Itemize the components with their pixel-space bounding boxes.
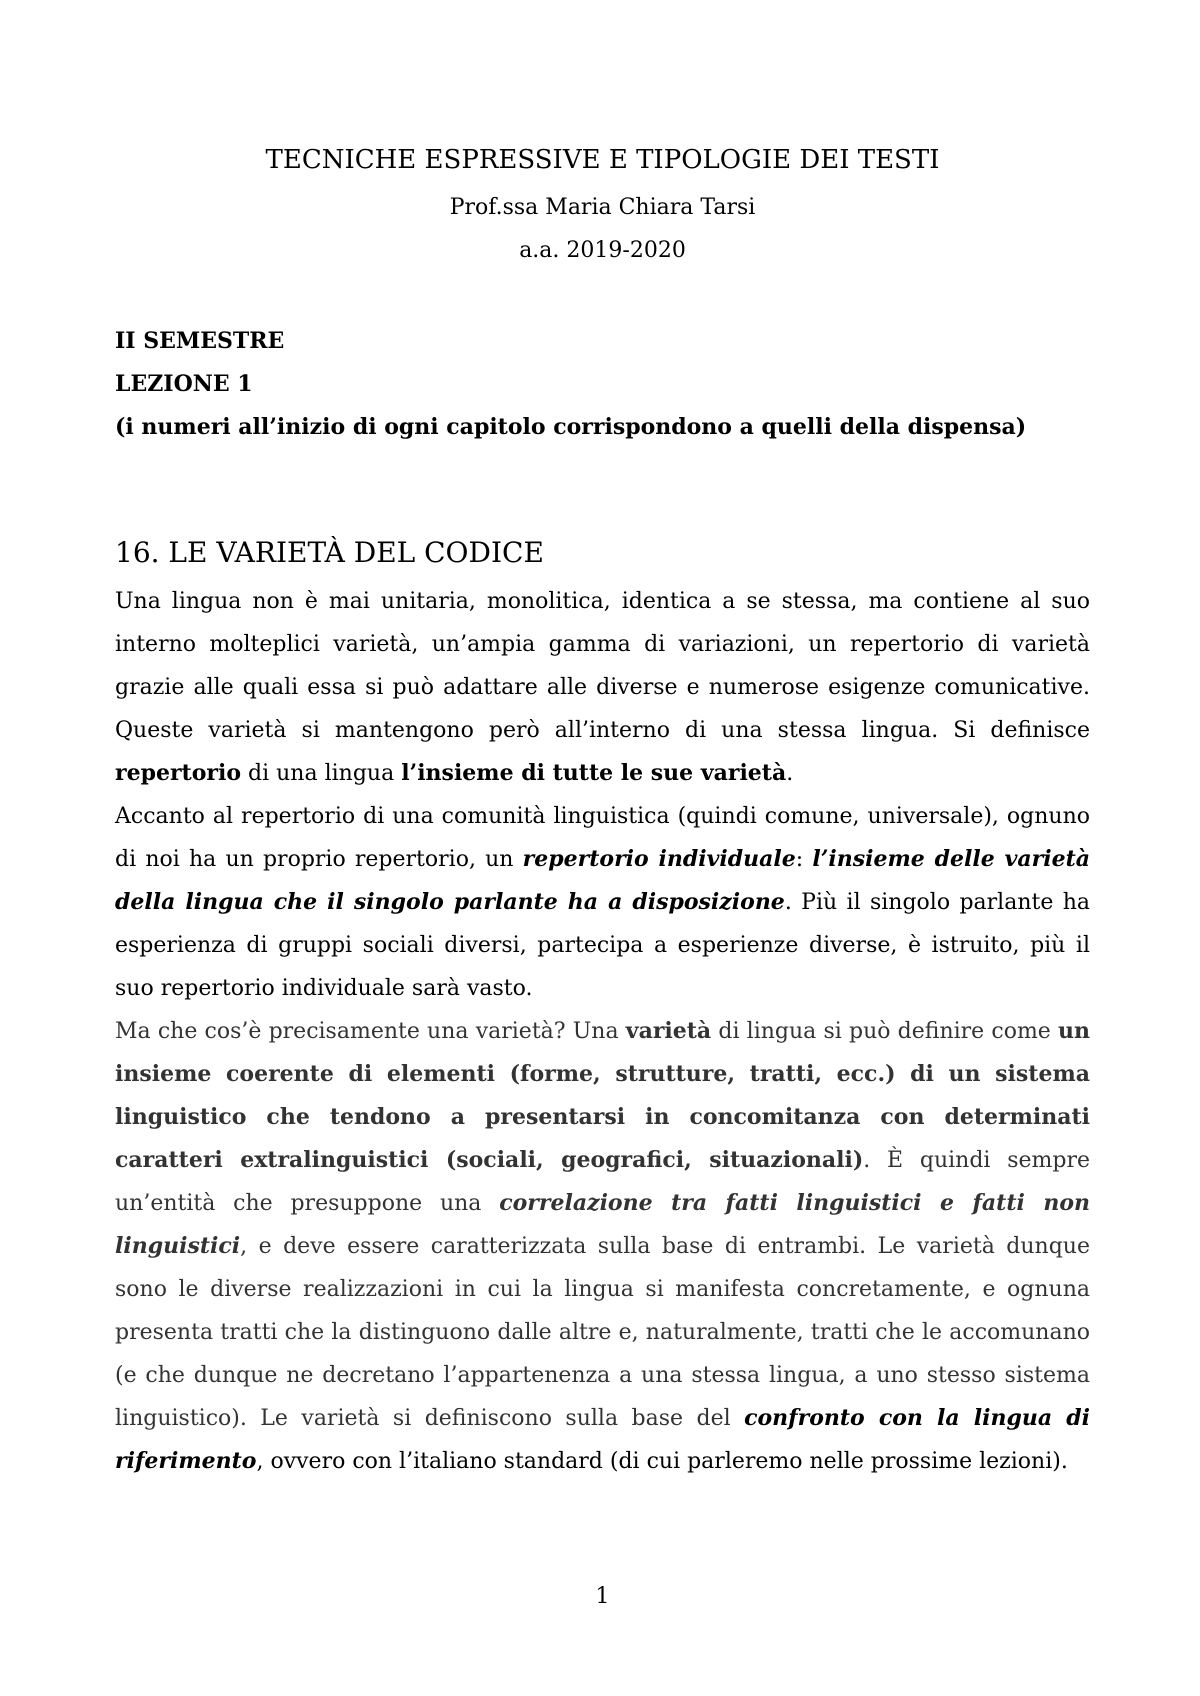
bold-italic-phrase: correlazione tra fatti linguistici e fatti non linguistici [115, 1190, 1090, 1259]
text-run: , ovvero con l’italiano standard (di cui parleremo nelle prossime lezioni). [256, 1449, 1068, 1474]
bold-italic-term: repertorio individuale [522, 846, 796, 872]
academic-year: a.a. 2019-2020 [519, 238, 686, 263]
text-run: , e deve essere caratterizzata sulla base di entrambi. Le varietà dunque sono le diverse realizzazioni in cui la lingua si manifesta concretamente, e ognuna presenta tratti che la distinguono dalle altre e, naturalmente, tratti che le accomunano (e che dunque ne decretano l’appartenenza a una stessa lingua, a uno stesso sistema linguistico). Le varietà si definiscono sulla base del [115, 1234, 1090, 1431]
bold-term: repertorio [115, 760, 242, 786]
page-number: 1 [595, 1584, 610, 1609]
text-run: Una lingua non è mai unitaria, monolitica, identica a se stessa, ma contiene al suo interno molteplici varietà, un’ampia gamma di variazioni, un repertorio di varietà grazie alle quali essa si può adattare alle diverse e numerose esigenze comunicative. Queste varietà si mantengono però all’interno di una stessa lingua. Si definisce [115, 589, 1090, 743]
text-run: . Più il singolo parlante ha esperienza di gruppi sociali diversi, partecipa a esperienze diverse, è istruito, più il suo repertorio individuale sarà vasto. [115, 890, 1090, 1001]
bold-term: varietà [625, 1018, 712, 1044]
lesson-meta [115, 320, 1090, 449]
bold-italic-phrase: confronto con la lingua di riferimento [115, 1405, 1090, 1474]
document-title: TECNICHE ESPRESSIVE E TIPOLOGIE DEI TESTI [265, 145, 940, 175]
lesson-label: LEZIONE 1 [115, 371, 253, 397]
text-run: . [786, 761, 794, 786]
bold-definition: un insieme coerente di elementi (forme, strutture, tratti, ecc.) di un sistema linguistico che tendono a presentarsi in concomitanza con determinati caratteri extralinguistici (sociali, geografici, situazionali) [115, 1018, 1091, 1173]
semester-label: II SEMESTRE [115, 328, 285, 354]
text-run: Accanto al repertorio di una comunità linguistica (quindi comune, universale), ognuno di noi ha un proprio repertorio, un [115, 804, 1090, 872]
text-run: di lingua si può definire come [711, 1019, 1059, 1044]
text-run: di una lingua [241, 761, 402, 786]
bold-definition: l’insieme di tutte le sue varietà [401, 760, 787, 786]
text-run: : [795, 847, 813, 872]
bold-italic-definition: l’insieme delle varietà della lingua che il singolo parlante ha a disposizione [115, 846, 1090, 915]
paragraph-repertorio-individuale [115, 795, 1090, 1010]
paragraph-repertorio [115, 580, 1090, 795]
text-run: Ma che cos’è precisamente una varietà? Una [115, 1019, 626, 1044]
paragraph-varieta [115, 1010, 1090, 1483]
chapter-note: (i numeri all’inizio di ogni capitolo corrispondono a quelli della dispensa) [115, 414, 1027, 440]
section-heading: 16. LE VARIETÀ DEL CODICE [115, 536, 544, 569]
section-body [115, 580, 1090, 1483]
author-line: Prof.ssa Maria Chiara Tarsi [449, 195, 756, 220]
text-run: . È quindi sempre un’entità che presuppone una [115, 1148, 1090, 1216]
